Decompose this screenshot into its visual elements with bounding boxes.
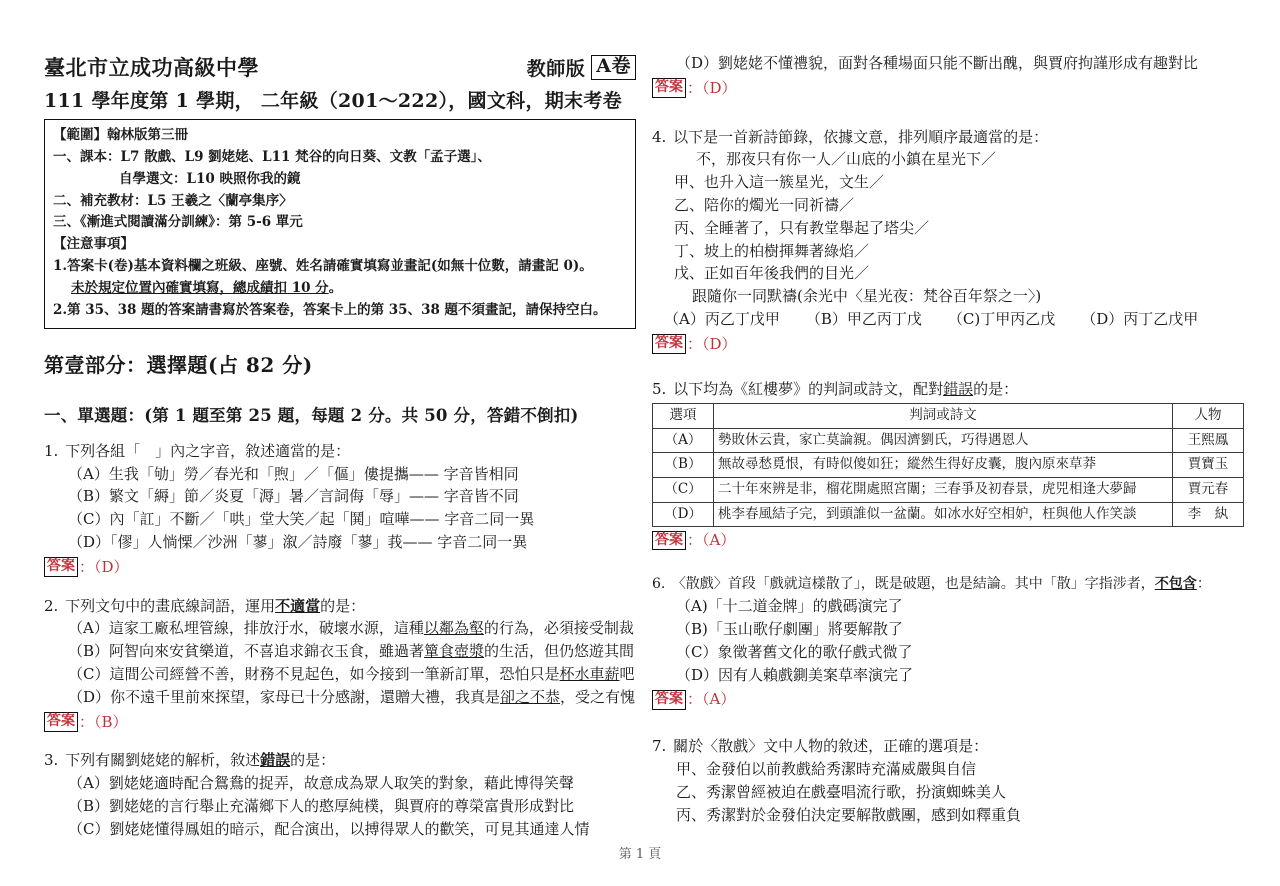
note-1: 1.答案卡(卷)基本資料欄之班級、座號、姓名請確實填寫並畫記(如無十位數，請畫記 0)。 xyxy=(53,258,593,275)
row-d-person: 李 紈 xyxy=(1173,502,1244,527)
row-b-option: （B） xyxy=(653,453,714,478)
row-b-person: 賈寶玉 xyxy=(1173,453,1244,478)
note-1-underline: 未於規定位置內確實填寫，總成績扣 10 分 xyxy=(71,280,329,297)
row-a-verse: 勢敗休云貴，家亡莫論親。偶因濟劉氏，巧得遇恩人 xyxy=(714,428,1173,453)
document-subtitle: 111 學年度第 1 學期， 二年級（201～222），國文科，期末考卷 xyxy=(44,90,622,112)
note-2-post: ，答案卡上的第 35、38 題不須畫記，請保持空白。 xyxy=(289,301,607,318)
q2b-pre: （B）阿智向來安貧樂道，不喜追求錦衣玉食，雖過著 xyxy=(68,642,425,661)
table-header-person: 人物 xyxy=(1173,404,1244,429)
q2a-pre: （A）這家工廠私埋管線，排放汙水，破壞水源，這種 xyxy=(68,619,424,638)
notes-title: 【注意事項】 xyxy=(53,236,134,253)
scope-item-1: 一、課本：L7 散戲、L9 劉姥姥、L11 梵谷的向日葵、文教「孟子選」、 xyxy=(53,148,491,165)
row-a-option: （A） xyxy=(653,428,714,453)
question-5-table xyxy=(652,403,1244,527)
question-1-option-a: （A）生我「劬」勞／春光和「煦」／「傴」僂提攜—— 字音皆相同 xyxy=(68,464,519,483)
answer-value: ：（D） xyxy=(687,334,737,353)
question-3-option-c: （C）劉姥姥懂得鳳姐的暗示，配合演出，以搏得眾人的歡笑，可見其通達人情 xyxy=(68,819,590,838)
question-4-poem-line-4: 丁、坡上的柏樹揮舞著綠焰／ xyxy=(674,241,870,260)
scope-item-3: 三、《漸進式閱讀滿分訓練》：第 5-6 單元 xyxy=(53,214,303,231)
question-2-number: 2. xyxy=(44,596,59,615)
question-2-text-pre: 下列文句中的畫底線詞語，運用 xyxy=(65,596,276,615)
page-footer: 第 1 頁 xyxy=(618,847,662,862)
question-2-answer xyxy=(44,711,636,734)
question-1-text: 下列各組「 」內之字音，敘述適當的是： xyxy=(65,441,351,460)
question-4-text: 以下是一首新詩節錄，依據文意，排列順序最適當的是： xyxy=(673,127,1049,146)
answer-label: 答案 xyxy=(652,531,686,551)
question-2-option-d xyxy=(44,686,636,709)
question-7-stem xyxy=(652,735,1244,758)
row-a-person: 王熙鳳 xyxy=(1173,428,1244,453)
table-row xyxy=(653,453,1244,478)
table-row xyxy=(653,502,1244,527)
question-3-answer xyxy=(652,77,1244,100)
question-5-emphasis: 錯誤 xyxy=(943,379,974,398)
q2b-post: 的生活，但仍悠遊其間 xyxy=(484,642,635,661)
row-c-option: （C） xyxy=(653,478,714,503)
table-row xyxy=(653,478,1244,503)
question-3-option-d: （D）劉姥姥不懂禮貌，面對各種場面只能不斷出醜，與賈府拘謹形成有趣對比 xyxy=(676,54,1199,72)
table-header-option: 選項 xyxy=(653,404,714,429)
question-7-number: 7. xyxy=(652,737,667,756)
q2c-post: 吧 xyxy=(619,664,635,683)
question-4-poem-line-1: 甲、也升入這一簇星光，文生／ xyxy=(674,173,885,192)
scope-item-1-continued: 自學選文：L10 映照你我的鏡 xyxy=(119,170,301,187)
note-2-pre: 2.第 35、38 題的答案請 xyxy=(53,301,209,318)
row-b-verse: 無故尋愁覓恨，有時似傻如狂；縱然生得好皮囊，腹內原來草莽 xyxy=(714,453,1173,478)
part-title: 第壹部分：選擇題(占 82 分) xyxy=(44,352,313,377)
question-2-option-c xyxy=(44,663,636,686)
q2c-pre: （C）這間公司經營不善，財務不見起色，如今接到一筆新訂單，恐怕只是 xyxy=(68,664,560,683)
q2a-underline: 以鄰為壑 xyxy=(423,619,484,638)
answer-value: ：（B） xyxy=(79,712,128,731)
question-1-answer xyxy=(44,556,636,579)
answer-label: 答案 xyxy=(44,557,78,577)
note-1-tail: 。 xyxy=(328,280,343,297)
question-2-stem xyxy=(44,595,636,618)
row-d-option: （D） xyxy=(653,502,714,527)
left-column xyxy=(44,52,644,856)
question-1-option-b: （B）繁文「縟」節／炎夏「溽」暑／言詞侮「辱」—— 字音皆不同 xyxy=(68,487,519,506)
question-4-option-a: （A）丙乙丁戊甲 xyxy=(664,309,780,328)
q2c-underline: 杯水車薪 xyxy=(559,664,620,683)
question-4-options xyxy=(652,308,1244,331)
question-3-option-a: （A）劉姥姥適時配合鴛鴦的捉弄，故意成為眾人取笑的對象，藉此博得笑聲 xyxy=(68,774,574,793)
table-row xyxy=(653,428,1244,453)
question-5-text-post: 的是： xyxy=(973,379,1019,398)
paper-badge: A卷 xyxy=(591,55,636,80)
scope-item-2: 二、補充教材：L5 王羲之〈蘭亭集序〉 xyxy=(53,192,293,209)
answer-value: ：（D） xyxy=(687,78,737,97)
question-6-text-post: ： xyxy=(1196,575,1211,592)
school-name: 臺北市立成功高級中學 xyxy=(44,55,259,80)
question-3 xyxy=(44,749,636,840)
question-2-text-post: 的是： xyxy=(320,596,366,615)
q2d-post: ，受之有愧 xyxy=(560,687,636,706)
question-5-answer xyxy=(652,529,1244,552)
question-7 xyxy=(652,735,1244,826)
question-7-option-bing: 丙、秀潔對於金發伯決定要解散戲團，感到如釋重負 xyxy=(676,805,1022,824)
right-column xyxy=(644,52,1244,842)
question-4-option-c: （C)丁甲丙乙戊 xyxy=(947,309,1056,328)
question-4-number: 4. xyxy=(652,127,667,146)
question-3-stem xyxy=(44,749,636,772)
q2b-underline: 簞食壺漿 xyxy=(424,642,485,661)
answer-label: 答案 xyxy=(44,712,78,732)
question-4-poem-line-6: 跟隨你一同默禱(余光中〈星光夜：梵谷百年祭之一〉) xyxy=(692,287,1042,306)
question-5-number: 5. xyxy=(652,379,667,398)
document-title-row xyxy=(44,52,636,82)
question-6-answer xyxy=(652,688,1244,711)
answer-label: 答案 xyxy=(652,334,686,354)
question-6-option-d: （D）因有人賴戲鍘美案草率演完了 xyxy=(676,665,914,684)
answer-label: 答案 xyxy=(652,690,686,710)
question-4-poem-line-2: 乙、陪你的燭光一同祈禱／ xyxy=(674,195,855,214)
question-1 xyxy=(44,440,636,579)
question-4-poem-line-3: 丙、全睡著了，只有教堂舉起了塔尖／ xyxy=(674,218,930,237)
question-6-emphasis: 不包含 xyxy=(1154,575,1197,592)
scope-line: 【範圍】翰林版第三冊 xyxy=(53,127,188,143)
question-6-number: 6. xyxy=(652,575,666,592)
question-3-text-pre: 下列有關劉姥姥的解析，敘述 xyxy=(65,751,261,770)
answer-value: ：（A） xyxy=(687,531,736,550)
row-d-verse: 桃李春風結子完，到頭誰似一盆蘭。如冰水好空相妒，枉與他人作笑談 xyxy=(714,502,1173,527)
question-2-emphasis: 不適當 xyxy=(275,596,321,615)
question-1-option-d: （D）「僇」人惝慄／沙洲「蓼」溆／詩廢「蓼」莪—— 字音二同一異 xyxy=(68,532,528,551)
note-2 xyxy=(53,300,627,322)
question-6 xyxy=(652,574,1244,711)
question-2-option-b xyxy=(44,640,636,663)
question-4-poem-line-0: 不，那夜只有你一人／山底的小鎮在星光下／ xyxy=(696,150,997,169)
question-4-answer xyxy=(652,333,1244,356)
version-label: 教師版 xyxy=(526,58,586,80)
row-c-verse: 二十年來辨是非，榴花開處照宮闈；三春爭及初春景，虎兕相逢大夢歸 xyxy=(714,478,1173,503)
question-5-stem xyxy=(652,378,1244,401)
question-7-option-jia: 甲、金發伯以前教戲給秀潔時充滿威嚴與自信 xyxy=(676,760,977,779)
answer-label: 答案 xyxy=(652,78,686,98)
question-7-text: 關於〈散戲〉文中人物的敘述，正確的選項是： xyxy=(673,737,989,756)
question-3-option-b: （B）劉姥姥的言行舉止充滿鄉下人的憨厚純樸，與賈府的尊榮富貴形成對比 xyxy=(68,796,575,815)
question-3-text-post: 的是： xyxy=(290,751,336,770)
answer-value: ：（A） xyxy=(687,690,736,709)
row-c-person: 賈元春 xyxy=(1173,478,1244,503)
table-header-row xyxy=(653,404,1244,429)
version-group xyxy=(527,54,636,81)
question-3-number: 3. xyxy=(44,751,59,770)
question-7-option-yi: 乙、秀潔曾經被迫在戲臺唱流行歌，扮演蜘蛛美人 xyxy=(676,782,1007,801)
question-4-poem-line-5: 戊、正如百年後我們的目光／ xyxy=(674,264,870,283)
question-4-option-b: （B）甲乙丙丁戊 xyxy=(805,309,922,328)
question-6-option-c: （C）象徵著舊文化的歌仔戲式微了 xyxy=(676,642,913,661)
question-6-stem xyxy=(652,574,1244,595)
question-4 xyxy=(652,126,1244,356)
exam-scope-box xyxy=(44,119,636,329)
question-6-option-a: （A)「十二道金牌」的戲碼演完了 xyxy=(676,597,903,616)
answer-value: ：（D） xyxy=(79,557,129,576)
question-4-option-d: （D）丙丁乙戊甲 xyxy=(1081,309,1199,328)
question-1-number: 1. xyxy=(44,441,59,460)
question-5 xyxy=(652,378,1244,552)
question-3-continued xyxy=(652,52,1244,100)
question-3-emphasis: 錯誤 xyxy=(260,751,291,770)
question-4-stem xyxy=(652,126,1244,149)
question-1-stem xyxy=(44,440,636,463)
question-2-option-a xyxy=(44,617,636,640)
question-5-text-pre: 以下均為《紅樓夢》的判詞或詩文，配對 xyxy=(673,379,944,398)
q2a-post: 的行為，必須接受制裁 xyxy=(483,619,634,638)
question-6-text-pre: 〈散戲〉首段「戲就這樣散了」，既是破題，也是結論。其中「散」字指涉者， xyxy=(671,575,1155,592)
section-heading: 一、單選題：(第 1 題至第 25 題，每題 2 分。共 50 分，答錯不倒扣) xyxy=(44,405,579,425)
table-header-verse: 判詞或詩文 xyxy=(714,404,1173,429)
question-6-option-b: （B)「玉山歌仔劇團」將要解散了 xyxy=(676,620,903,639)
note-2-bold: 書寫於答案卷 xyxy=(208,301,290,318)
question-1-option-c: （C）內「訌」不斷／「哄」堂大笑／起「鬨」喧嘩—— 字音二同一異 xyxy=(68,510,535,529)
q2d-pre: （D）你不遠千里前來探望，家母已十分感謝，還贈大禮，我真是 xyxy=(68,687,501,706)
note-1-emphasis xyxy=(53,278,627,300)
q2d-underline: 卻之不恭 xyxy=(500,687,561,706)
question-2 xyxy=(44,595,636,734)
